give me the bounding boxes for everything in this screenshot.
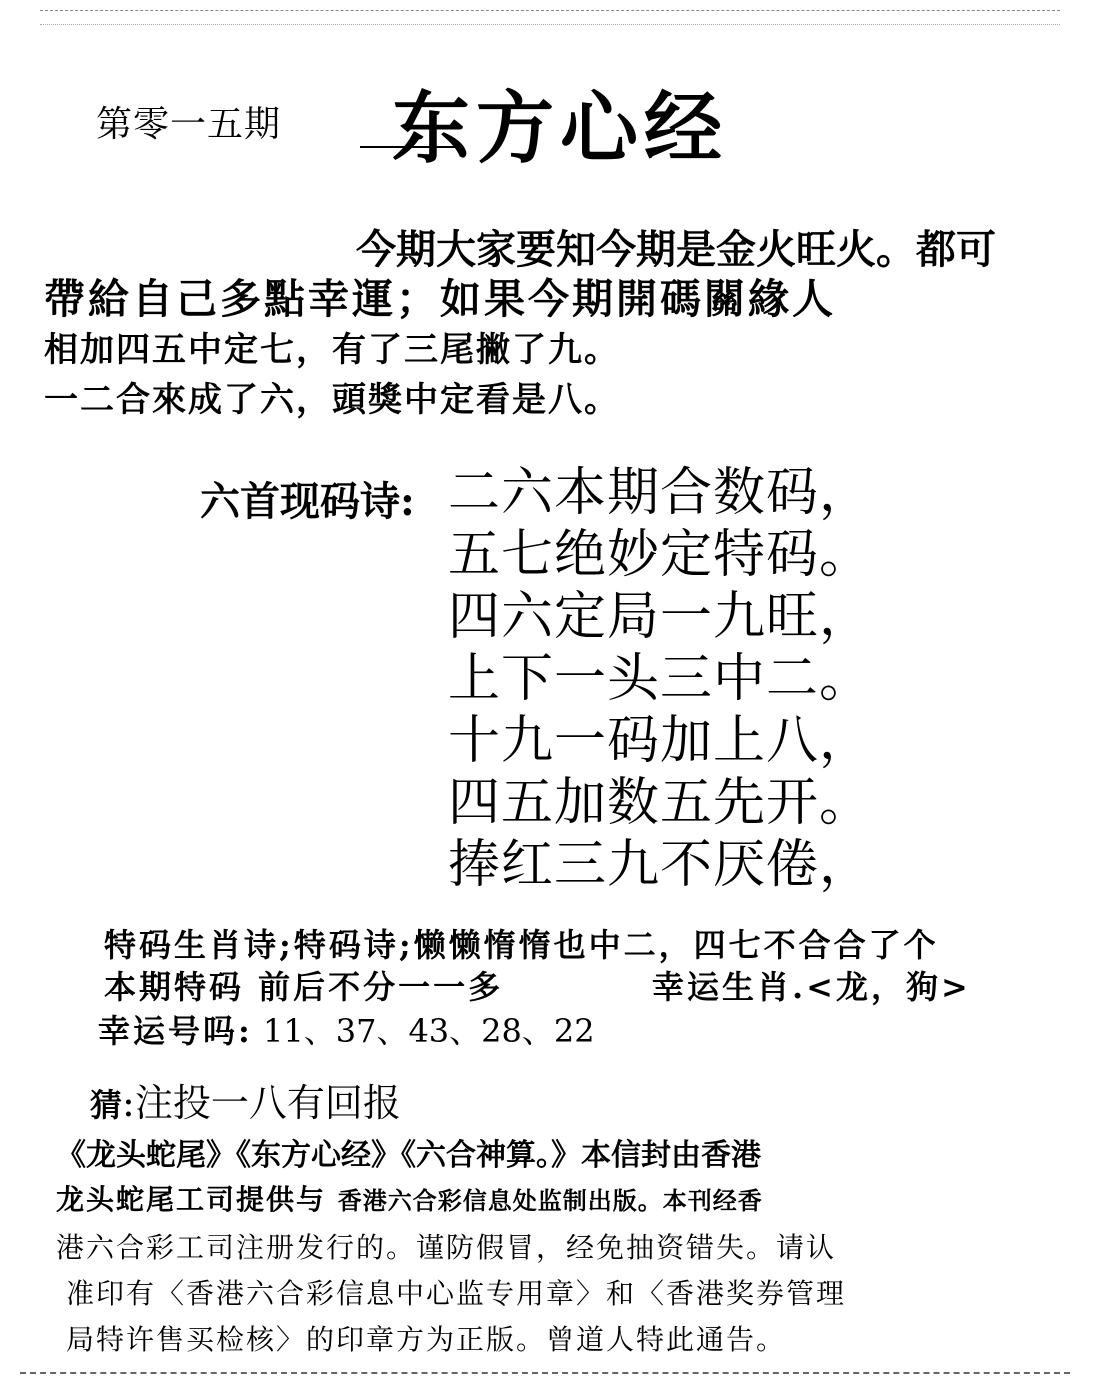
poem-line: 五七绝妙定特码。 <box>448 525 873 585</box>
poem-line: 二六本期合数码， <box>448 463 873 523</box>
lucky-numbers-row <box>98 1006 595 1052</box>
intro-line-2: 帶給自己多點幸運；如果今期開碼關緣人 <box>44 275 836 323</box>
page-title: 东方心经 <box>392 84 729 174</box>
footer-line-2-a: 龙头蛇尾工司提供与 <box>56 1183 327 1216</box>
special-poem-line: 特码生肖诗;特码诗;懒懒惰惰也中二，四七不合合了个 <box>104 926 939 964</box>
footer-line-5: 局特许售买检核〉的印章方为正版。曾道人特此通告。 <box>66 1323 787 1356</box>
footer-line-3: 港六合彩工司注册发行的。谨防假冒，经免抽资错失。请认 <box>56 1231 837 1264</box>
lucky-zodiac: 幸运生肖.<龙，狗> <box>652 968 971 1006</box>
poem-label: 六首现码诗: <box>200 478 415 525</box>
guess-text: :注投一八有回报 <box>122 1081 401 1125</box>
intro-line-4: 一二合來成了六，頭獎中定看是八。 <box>44 380 620 420</box>
poem <box>448 462 872 896</box>
footer-line-1: 《龙头蛇尾》《东方心经》《六合神算。》本信封由香港 <box>56 1138 761 1173</box>
bottom-dashed-rule <box>20 1372 1070 1374</box>
guess-row <box>90 1072 401 1127</box>
special-code-line: 本期特码 前后不分一一多 <box>104 968 504 1006</box>
lucky-numbers: 11、37、43、28、22 <box>263 1012 595 1050</box>
footer-line-4: 准印有〈香港六合彩信息中心监专用章〉和〈香港奖券管理 <box>66 1277 847 1310</box>
poem-line: 捧红三九不厌倦， <box>448 835 873 895</box>
top-dashed-rule <box>40 10 1060 51</box>
footer-line-2 <box>56 1178 763 1218</box>
footer-line-2-b: 香港六合彩信息处监制出版。本刊经香 <box>337 1187 763 1215</box>
poem-line: 四五加数五先开。 <box>448 773 873 833</box>
issue-number: 第零一五期 <box>96 104 282 145</box>
intro-line-1: 今期大家要知今期是金火旺火。都可 <box>356 226 996 273</box>
lucky-numbers-label: 幸运号吗: <box>98 1012 253 1050</box>
top-dotted-rule <box>40 24 1060 25</box>
poem-line: 四六定局一九旺， <box>448 587 873 647</box>
guess-label: 猜 <box>90 1086 123 1124</box>
poem-line: 上下一头三中二。 <box>448 649 873 709</box>
poem-line: 十九一码加上八， <box>448 711 873 771</box>
title-underline <box>360 146 460 148</box>
intro-line-3: 相加四五中定七，有了三尾撇了九。 <box>44 330 620 370</box>
